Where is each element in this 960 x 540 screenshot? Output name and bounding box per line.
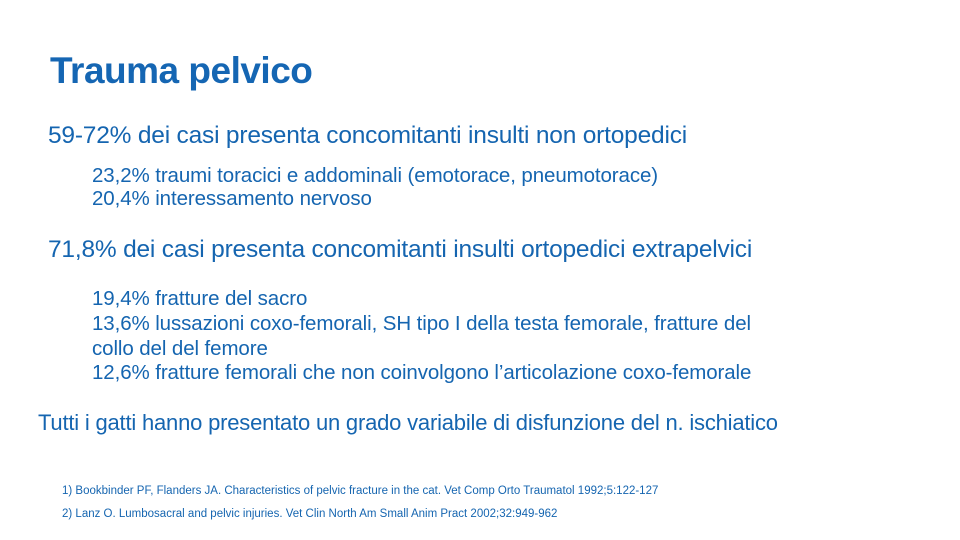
section2-heading: 71,8% dei casi presenta concomitanti insulti ortopedici extrapelvici xyxy=(48,236,753,263)
section1-item-2: 20,4% interessamento nervoso xyxy=(92,187,372,210)
section1-heading: 59-72% dei casi presenta concomitanti insulti non ortopedici xyxy=(48,122,687,149)
section1-item-1: 23,2% traumi toracici e addominali (emotorace, pneumotorace) xyxy=(92,164,658,187)
reference-1: 1) Bookbinder PF, Flanders JA. Characteristics of pelvic fracture in the cat. Vet Comp Orto Traumatol 1992;5:122-127 xyxy=(62,485,659,497)
reference-2: 2) Lanz O. Lumbosacral and pelvic injuries. Vet Clin North Am Small Anim Pract 2002;32:949-962 xyxy=(62,508,558,520)
section2-item-2: 13,6% lussazioni coxo-femorali, SH tipo I della testa femorale, fratture del xyxy=(92,312,751,335)
slide-title: Trauma pelvico xyxy=(50,50,313,91)
conclusion-text: Tutti i gatti hanno presentato un grado variabile di disfunzione del n. ischiatico xyxy=(38,410,778,435)
section2-item-3: 12,6% fratture femorali che non coinvolgono l’articolazione coxo-femorale xyxy=(92,361,752,384)
section2-item-2-cont: collo del del femore xyxy=(92,337,268,360)
section2-item-1: 19,4% fratture del sacro xyxy=(92,287,308,310)
